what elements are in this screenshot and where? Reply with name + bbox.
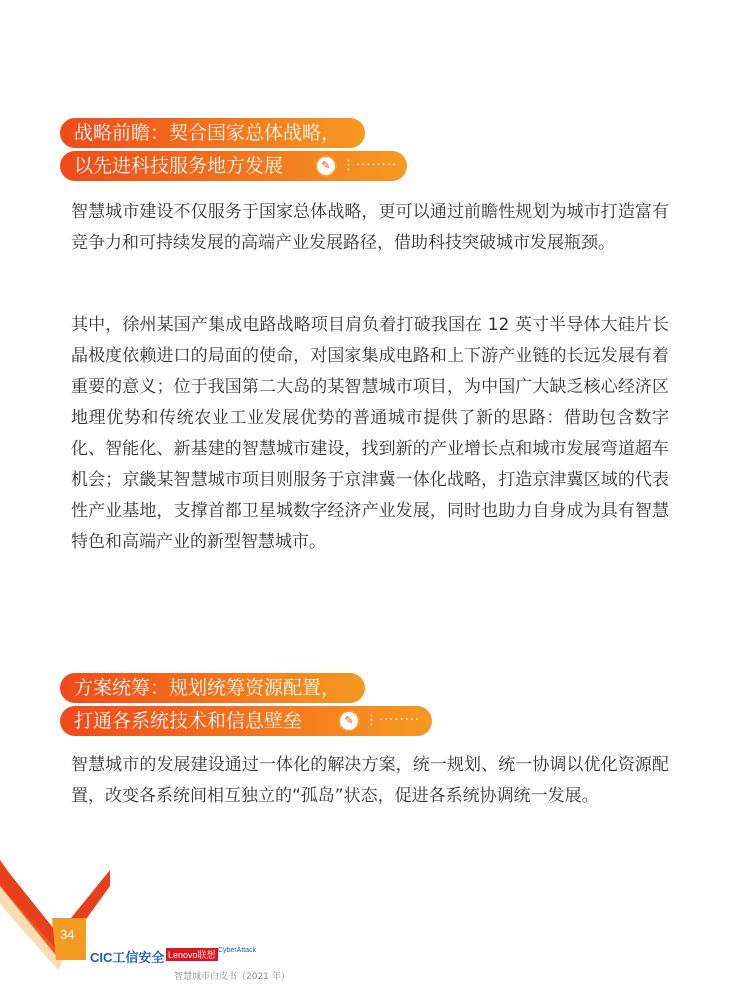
- section1-paragraph-1: 智慧城市建设不仅服务于国家总体战略，更可以通过前瞻性规划为城市打造富有竞争力和可持续发展的高端产业发展路径，借助科技突破城市发展瓶颈。: [71, 202, 669, 253]
- partner-logo: CyberAttack: [218, 947, 257, 954]
- section2-title-banner-line1: [60, 673, 365, 703]
- section2-paragraph-1: 智慧城市的发展建设通过一体化的解决方案，统一规划、统一协调以优化资源配置，改变各系统间相互独立的“孤岛”状态，促进各系统协调统一发展。: [71, 755, 669, 806]
- section1-title-banner-line1: [60, 118, 365, 148]
- decorative-tag-icon: ✎: [315, 155, 337, 177]
- decorative-tag-icon: ✎: [338, 710, 360, 732]
- section2-title-line1: 方案统筹：规划统筹资源配置，: [74, 677, 341, 699]
- section1-title-banner-line2: [60, 151, 407, 181]
- section2-title-banner-line2: [60, 706, 432, 736]
- section1-title-line2: 以先进科技服务地方发展: [74, 155, 284, 177]
- footer-caption: 智慧城市白皮书（2021 年）: [174, 972, 290, 982]
- lenovo-logo: Lenovo联想: [168, 950, 216, 960]
- cic-logo: CIC工信安全: [90, 950, 165, 965]
- section1-paragraph-2: 其中，徐州某国产集成电路战略项目肩负着打破我国在 12 英寸半导体大硅片长晶极度依赖进口的局面的使命，对国家集成电路和上下游产业链的长远发展有着重要的意义；位于我国第二大岛的某智慧城市项目，为中国广大缺乏核心经济区地理优势和传统农业工业发展优势的普通城市提供了新的思路：借助包含数字化、智能化、新基建的智慧城市建设，找到新的产业增长点和城市发展弯道超车机会；京畿某智慧城市项目则服务于京津冀一体化战略，打造京津冀区域的代表性产业基地，支撑首都卫星城数字经济产业发展，同时也助力自身成为具有智慧特色和高端产业的新型智慧城市。: [71, 315, 669, 552]
- decorative-dots-icon: ⋮········: [342, 158, 398, 173]
- section1-title-line1: 战略前瞻：契合国家总体战略，: [74, 122, 341, 144]
- page-number: 34: [60, 927, 75, 942]
- decorative-dots-icon: ⋮········: [365, 713, 421, 728]
- section2-title-line2: 打通各系统技术和信息壁垒: [74, 710, 303, 732]
